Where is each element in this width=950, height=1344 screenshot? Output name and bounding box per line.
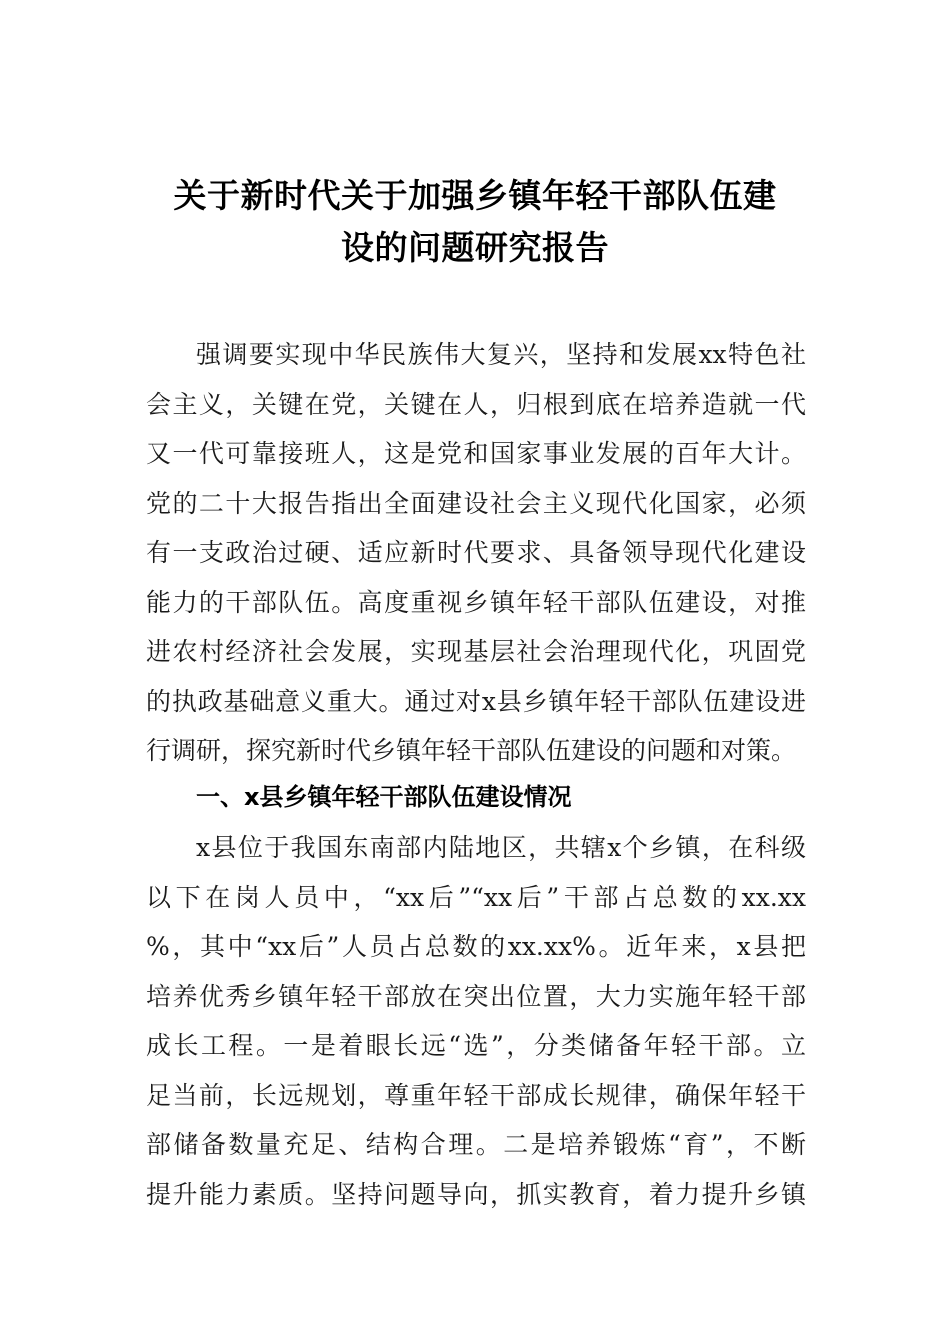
- paragraph-line: x县位于我国东南部内陆地区，共辖x个乡镇，在科级: [196, 833, 806, 862]
- paragraph-line: 成长工程。一是着眼长远“选”，分类储备年轻干部。立: [146, 1031, 806, 1060]
- paragraph-line: 强调要实现中华民族伟大复兴，坚持和发展xx特色社: [196, 340, 806, 369]
- section-heading: 一、x县乡镇年轻干部队伍建设情况: [196, 783, 572, 811]
- paragraph-line: 培养优秀乡镇年轻干部放在突出位置，大力实施年轻干部: [146, 981, 806, 1011]
- paragraph-line: %，其中“xx后”人员占总数的xx.xx%。近年来，x县把: [146, 932, 806, 961]
- paragraph-line: 的执政基础意义重大。通过对x县乡镇年轻干部队伍建设进: [146, 686, 806, 716]
- title-line-1: 关于新时代关于加强乡镇年轻干部队伍建: [173, 176, 777, 215]
- paragraph-line: 行调研，探究新时代乡镇年轻干部队伍建设的问题和对策。: [146, 736, 797, 765]
- title-line-2: 设的问题研究报告: [341, 228, 609, 267]
- paragraph-line: 会主义，关键在党，关键在人，归根到底在培养造就一代: [146, 389, 806, 419]
- document-title: [140, 170, 810, 274]
- paragraph-line: 党的二十大报告指出全面建设社会主义现代化国家，必须: [146, 488, 806, 518]
- intro-paragraph: [146, 330, 806, 776]
- section1-paragraph: [146, 823, 806, 1219]
- paragraph-line: 又一代可靠接班人，这是党和国家事业发展的百年大计。: [146, 439, 806, 468]
- paragraph-line: 以下在岗人员中，“xx后”“xx后”干部占总数的xx.xx: [146, 882, 806, 912]
- paragraph-line: 部储备数量充足、结构合理。二是培养锻炼“育”，不断: [146, 1130, 806, 1159]
- paragraph-line: 有一支政治过硬、适应新时代要求、具备领导现代化建设: [146, 538, 806, 567]
- paragraph-line: 足当前，长远规划，尊重年轻干部成长规律，确保年轻干: [146, 1080, 806, 1110]
- paragraph-line: 能力的干部队伍。高度重视乡镇年轻干部队伍建设，对推: [146, 587, 806, 617]
- paragraph-line: 进农村经济社会发展，实现基层社会治理现代化，巩固党: [146, 637, 806, 666]
- paragraph-line: 提升能力素质。坚持问题导向，抓实教育，着力提升乡镇: [146, 1179, 806, 1209]
